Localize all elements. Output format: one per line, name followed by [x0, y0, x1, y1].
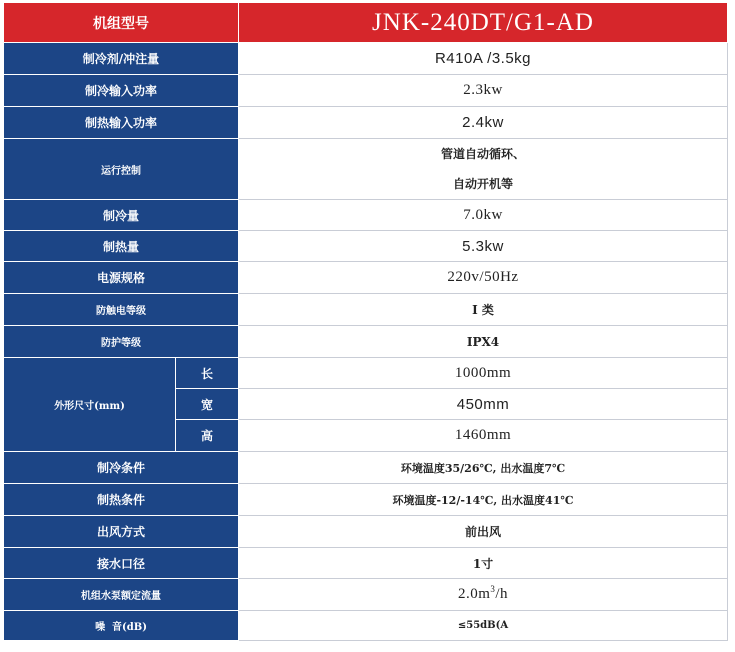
height-value: 1460mm: [239, 420, 728, 452]
air-outlet-value: 前出风: [239, 516, 728, 548]
water-connection-value: 1寸: [239, 548, 728, 579]
heating-power-input-label: 制热输入功率: [4, 107, 239, 139]
length-value: 1000mm: [239, 358, 728, 389]
cooling-power-input-label: 制冷输入功率: [4, 75, 239, 107]
cooling-conditions-label: 制冷条件: [4, 452, 239, 484]
operation-control-line2: 自动开机等: [452, 177, 513, 191]
protection-grade-value: IPX4: [239, 326, 728, 358]
row-cooling-power-input: [4, 75, 728, 107]
row-heating-capacity: [4, 231, 728, 262]
cooling-capacity-label: 制冷量: [4, 200, 239, 231]
row-operation-control: [4, 139, 728, 200]
operation-control-line1: 管道自动循环、: [440, 147, 525, 161]
row-cooling-capacity: [4, 200, 728, 231]
cooling-conditions-value: 环境温度35/26℃, 出水温度7℃: [239, 452, 728, 484]
heating-power-input-value: 2.4kw: [239, 107, 728, 139]
shock-protection-value: I 类: [239, 294, 728, 326]
power-supply-label: 电源规格: [4, 262, 239, 294]
row-protection-grade: [4, 326, 728, 358]
row-air-outlet: [4, 516, 728, 548]
width-value: 450mm: [239, 389, 728, 420]
air-outlet-label: 出风方式: [4, 516, 239, 548]
row-noise: [4, 611, 728, 641]
protection-grade-label: 防护等级: [4, 326, 239, 358]
heating-capacity-value: 5.3kw: [239, 231, 728, 262]
cooling-capacity-value: 7.0kw: [239, 200, 728, 231]
height-label: 高: [176, 420, 239, 452]
refrigerant-value: R410A /3.5kg: [239, 43, 728, 75]
flow-superscript: 3: [490, 584, 496, 594]
row-cooling-conditions: [4, 452, 728, 484]
water-connection-label: 接水口径: [4, 548, 239, 579]
cooling-power-input-value: 2.3kw: [239, 75, 728, 107]
heating-conditions-value: 环境温度-12/-14℃, 出水温度41℃: [239, 484, 728, 516]
flow-number: 2.0m: [457, 586, 491, 602]
row-power-supply: [4, 262, 728, 294]
operation-control-label: 运行控制: [4, 139, 239, 200]
refrigerant-label: 制冷剂/冲注量: [4, 43, 239, 75]
noise-value: ≤55dB(A: [239, 611, 728, 641]
rated-water-flow-value: [239, 579, 728, 611]
model-label: 机组型号: [4, 3, 239, 43]
power-supply-value: 220v/50Hz: [239, 262, 728, 294]
heating-capacity-label: 制热量: [4, 231, 239, 262]
row-heating-conditions: [4, 484, 728, 516]
width-label: 宽: [176, 389, 239, 420]
length-label: 长: [176, 358, 239, 389]
row-refrigerant: [4, 43, 728, 75]
header-row: [4, 3, 728, 43]
row-water-connection: [4, 548, 728, 579]
heating-conditions-label: 制热条件: [4, 484, 239, 516]
flow-unit: /h: [495, 586, 509, 602]
rated-water-flow-label: 机组水泵额定流量: [4, 579, 239, 611]
row-shock-protection: [4, 294, 728, 326]
row-dimension-length: [4, 358, 728, 389]
row-heating-power-input: [4, 107, 728, 139]
spec-table: [3, 2, 728, 641]
noise-label: 噪 音(dB): [4, 611, 239, 641]
shock-protection-label: 防触电等级: [4, 294, 239, 326]
dimensions-label: 外形尺寸(mm): [4, 358, 176, 452]
row-rated-water-flow: [4, 579, 728, 611]
model-value: JNK-240DT/G1-AD: [239, 3, 728, 43]
operation-control-value: [239, 139, 728, 200]
